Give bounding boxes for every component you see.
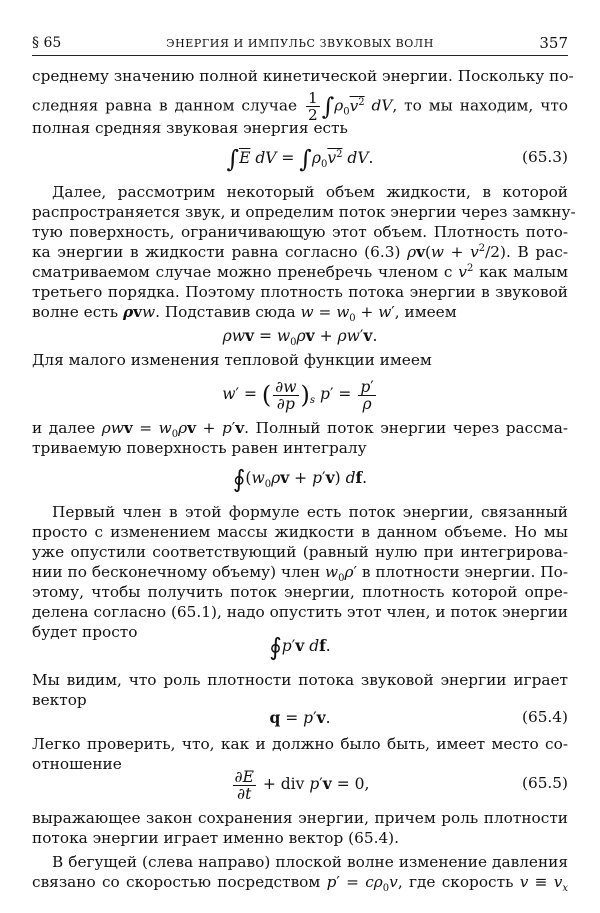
text-line: делена согласно (65.1), надо опустить этот член, и поток энергии bbox=[32, 603, 568, 621]
section-number: § 65 bbox=[32, 35, 62, 51]
equation-enthalpy: w′ = ( $\frac{\partial w}{\partial p}$ )$_s$ p′ = $\frac{p'}{\rho}$ bbox=[222, 377, 374, 413]
text-line: Мы видим, что роль плотности потока звуковой энергии играет bbox=[32, 671, 568, 689]
page-number: 357 bbox=[539, 34, 568, 52]
text-line: уже опустили соответствующий (равный нулю при интегрирова- bbox=[32, 543, 568, 561]
text-line: сматриваемом случае можно пренебречь членом с $v^2$ как малым bbox=[32, 262, 568, 281]
equation-number: (65.4) bbox=[522, 708, 568, 726]
text-line: Далее, рассмотрим некоторый объем жидкости, в которой bbox=[52, 183, 568, 201]
text-line: тую поверхность, ограничивающую этот объем. Плотность пото- bbox=[32, 223, 568, 241]
text-line: потока энергии играет именно вектор (65.4). bbox=[32, 829, 400, 847]
text-line: будет просто bbox=[32, 623, 138, 641]
text-line: Легко проверить, что, как и должно было быть, имеет место со- bbox=[32, 735, 568, 753]
text-line: третьего порядка. Поэтому плотность потока энергии в звуковой bbox=[32, 283, 568, 301]
text-line: выражающее закон сохранения энергии, причем роль плотности bbox=[32, 809, 568, 827]
text-line: Для малого изменения тепловой функции имеем bbox=[32, 351, 432, 369]
text-line: нии по бесконечному объему) член $w_0\rho'$ в плотности энергии. По- bbox=[32, 563, 568, 585]
text-line: ка энергии в жидкости равна согласно (6.3) $\rho v(w + v^2/2)$. В рас- bbox=[32, 242, 568, 261]
equation-total-flux: $∮(w_0\rho v + p'v)$ df. bbox=[232, 465, 368, 493]
text-line: волне есть ρvw. Подставив сюда $w = w_0 + w'$, имеем bbox=[32, 303, 457, 325]
text-line: этому, чтобы получить поток энергии, плотность которой опре- bbox=[32, 583, 568, 601]
text-line: просто с изменением массы жидкости в данном объеме. Но мы bbox=[32, 523, 568, 541]
chapter-title: ЭНЕРГИЯ И ИМПУЛЬС ЗВУКОВЫХ ВОЛН bbox=[166, 36, 434, 50]
text-line: В бегущей (слева направо) плоской волне изменение давления bbox=[52, 853, 568, 871]
equation-number: (65.5) bbox=[522, 774, 568, 792]
text-line: следняя равна в данном случае $\frac{1}{2}$ $\int\rho_0v^2$ dV, то мы находим, что bbox=[32, 89, 569, 124]
equation-65-3: $\int\overline{E}$ dV = $\int\rho_0v^2$ dV. bbox=[226, 145, 374, 173]
equation-sound-flux: ∮p′v df. bbox=[269, 633, 331, 661]
equation-65-5: $\frac{\partial E}{\partial t}$ + div p′v = 0, bbox=[234, 767, 370, 803]
equation-number: (65.3) bbox=[522, 148, 568, 166]
text-line: и далее $\rho wv = w_0\rho v + p'v$. Полный поток энергии через рассма- bbox=[32, 419, 568, 441]
running-header bbox=[32, 32, 568, 54]
text-line: Первый член в этой формуле есть поток энергии, связанный bbox=[52, 503, 568, 521]
header-rule bbox=[32, 55, 568, 56]
text-line: среднему значению полной кинетической энергии. Поскольку по- bbox=[32, 67, 574, 85]
fraction-one-half: $\frac{1}{2}$ bbox=[307, 89, 318, 124]
text-line: распространяется звук, и определим поток энергии через замкну- bbox=[32, 203, 576, 221]
text-line: отношение bbox=[32, 755, 122, 773]
text-line: связано со скоростью посредством $p' = c\rho_0v$, где скорость $v \equiv v_x$ bbox=[32, 873, 569, 895]
equation-65-4: q = p′v. bbox=[269, 708, 331, 727]
equation-rho-w-v: $\rho wv = w_0\rho v + \rho w'v$. bbox=[222, 326, 378, 349]
text-line: триваемую поверхность равен интегралу bbox=[32, 439, 367, 457]
text-line: вектор bbox=[32, 691, 87, 709]
text-line: полная средняя звуковая энергия есть bbox=[32, 119, 348, 137]
